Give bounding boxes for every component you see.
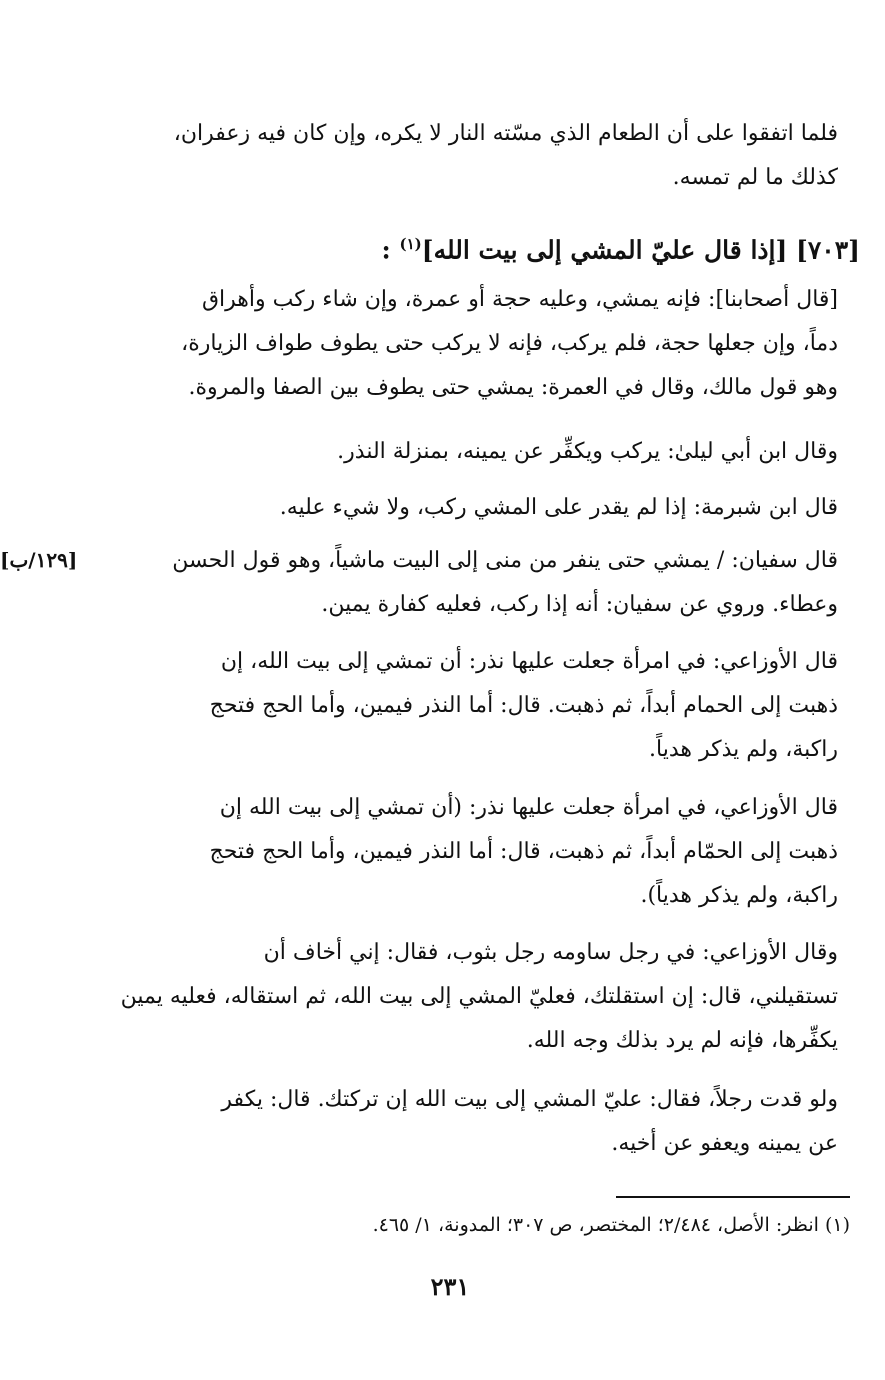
section-heading xyxy=(100,222,860,272)
text-line: كذلك ما لم تمسه. xyxy=(672,165,838,190)
text-line: عن يمينه ويعفو عن أخيه. xyxy=(611,1131,838,1156)
section-number: [٧٠٣] xyxy=(796,235,860,265)
text-line: قال الأوزاعي: في امرأة جعلت عليها نذر: أن تمشي إلى بيت الله، إن xyxy=(220,649,838,674)
text-line: وعطاء. وروي عن سفيان: أنه إذا ركب، فعليه كفارة يمين. xyxy=(321,592,838,617)
text-line: ذهبت إلى الحمام أبداً، ثم ذهبت. قال: أما النذر فيمين، وأما الحج فتحج xyxy=(209,693,838,718)
text-line: وقال الأوزاعي: في رجل ساومه رجل بثوب، فقال: إني أخاف أن xyxy=(263,940,838,965)
paragraph-8 xyxy=(100,1078,838,1166)
text-line: [قال أصحابنا]: فإنه يمشي، وعليه حجة أو عمرة، وإن شاء ركب وأهراق xyxy=(201,287,838,312)
text-line: تستقيلني، قال: إن استقلتك، فعليّ المشي إلى بيت الله، ثم استقاله، فعليه يمين xyxy=(120,984,838,1009)
section-title: [إذا قال عليّ المشي إلى بيت الله] xyxy=(421,235,788,265)
footnote-separator xyxy=(616,1196,850,1198)
section-suffix: : xyxy=(381,235,391,265)
text-line: ولو قدت رجلاً، فقال: عليّ المشي إلى بيت الله إن تركتك. قال: يكفر xyxy=(221,1087,838,1112)
text-line: قال سفيان: / يمشي حتى ينفر من منى إلى البيت ماشياً، وهو قول الحسن xyxy=(172,548,838,573)
footnote-ref: (١) xyxy=(399,235,422,253)
paragraph-3 xyxy=(100,486,838,530)
paragraph-2 xyxy=(100,430,838,474)
text-line: وقال ابن أبي ليلىٰ: يركب ويكفِّر عن يمينه، بمنزلة النذر. xyxy=(337,439,838,464)
paragraph-4 xyxy=(100,539,838,627)
text-line: ذهبت إلى الحمّام أبداً، ثم ذهبت، قال: أما النذر فيمين، وأما الحج فتحج xyxy=(209,839,838,864)
text-line: راكبة، ولم يذكر هدياً). xyxy=(640,883,838,908)
text-line: فلما اتفقوا على أن الطعام الذي مسّته النار لا يكره، وإن كان فيه زعفران، xyxy=(173,121,838,146)
page-number: ٢٣١ xyxy=(430,1272,470,1301)
footnote: (١) انظر: الأصل، ٢/٤٨٤؛ المختصر، ص ٣٠٧؛ المدونة، ١/ ٤٦٥. xyxy=(372,1214,850,1236)
paragraph-7 xyxy=(100,931,838,1063)
text-line: وهو قول مالك، وقال في العمرة: يمشي حتى يطوف بين الصفا والمروة. xyxy=(188,375,838,400)
text-line: راكبة، ولم يذكر هدياً. xyxy=(649,737,838,762)
intro-paragraph xyxy=(100,112,838,200)
paragraph-6 xyxy=(100,786,838,918)
paragraph-5 xyxy=(100,640,838,772)
paragraph-1 xyxy=(100,278,838,410)
margin-folio-note: [١٢٩/ب] xyxy=(0,548,78,572)
text-line: قال الأوزاعي، في امرأة جعلت عليها نذر: (أن تمشي إلى بيت الله إن xyxy=(219,795,838,820)
text-line: يكفِّرها، فإنه لم يرد بذلك وجه الله. xyxy=(526,1028,838,1053)
text-line: قال ابن شبرمة: إذا لم يقدر على المشي ركب، ولا شيء عليه. xyxy=(279,495,838,520)
text-line: دماً، وإن جعلها حجة، فلم يركب، فإنه لا يركب حتى يطوف طواف الزيارة، xyxy=(181,331,838,356)
